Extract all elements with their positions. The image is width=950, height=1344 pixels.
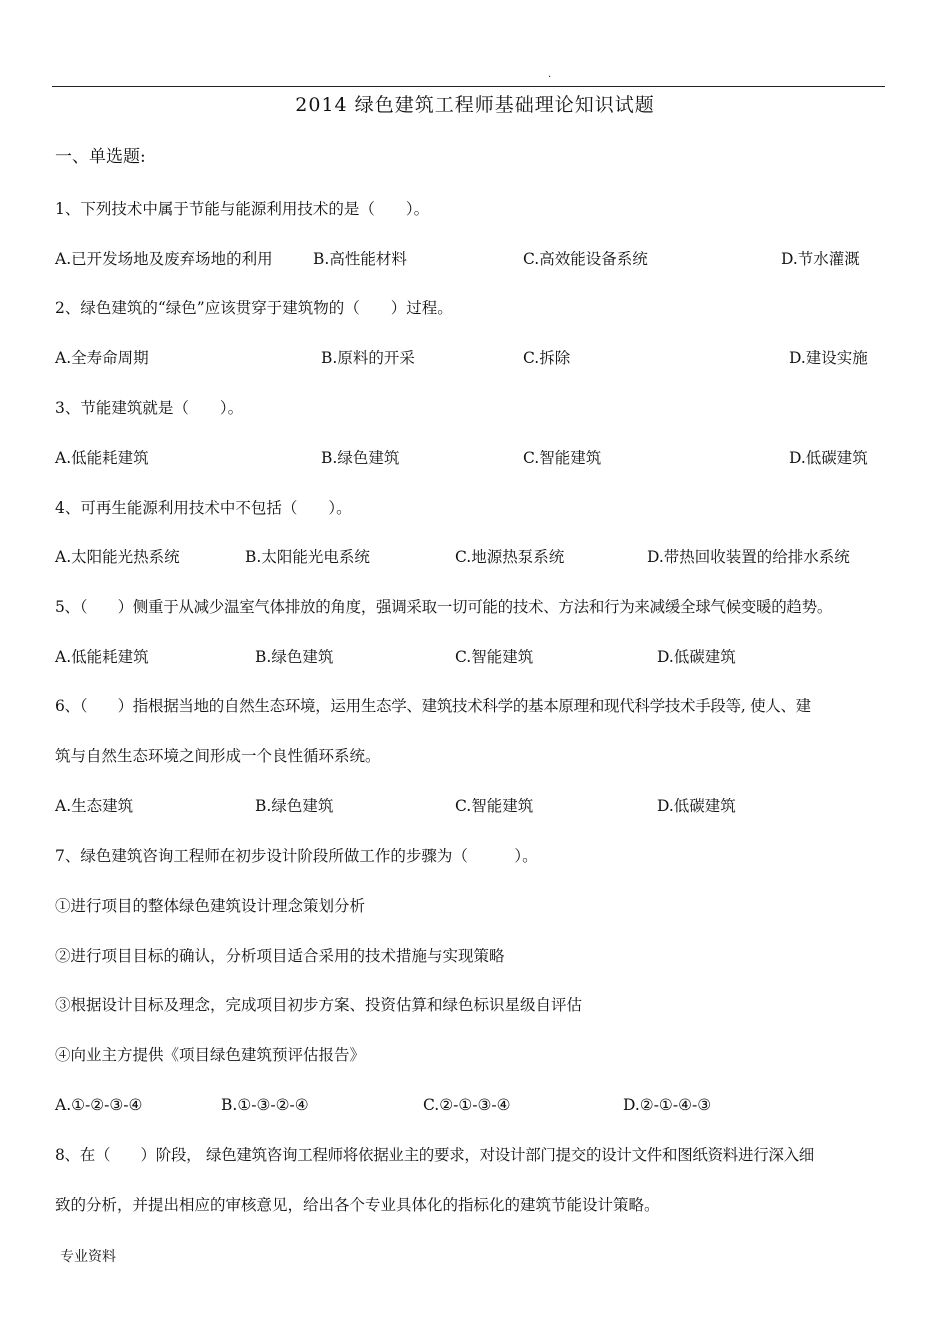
question-1-option-a: A.已开发场地及废弃场地的利用: [55, 250, 273, 268]
question-5-option-b: B.绿色建筑: [255, 648, 334, 666]
question-3-option-a: A.低能耗建筑: [55, 449, 149, 467]
question-1-option-c: C.高效能设备系统: [523, 250, 648, 268]
question-1-stem: 1、下列技术中属于节能与能源利用技术的是（ ）。: [55, 200, 430, 218]
question-5-stem: 5、（ ）侧重于从减少温室气体排放的角度，强调采取一切可能的技术、方法和行为来减缓全球气候变暖的趋势。: [55, 598, 833, 616]
question-6-stem-continued: 筑与自然生态环境之间形成一个良性循环系统。: [55, 747, 381, 765]
question-7-step-3: ③根据设计目标及理念，完成项目初步方案、投资估算和绿色标识星级自评估: [55, 996, 583, 1014]
question-3-option-c: C.智能建筑: [523, 449, 602, 467]
question-2-option-d: D.建设实施: [789, 349, 868, 367]
section-heading: 一、单选题:: [55, 147, 146, 167]
footer-label: 专业资料: [60, 1249, 116, 1265]
question-5-option-d: D.低碳建筑: [657, 648, 736, 666]
question-6-stem: 6、（ ）指根据当地的自然生态环境，运用生态学、建筑技术科学的基本原理和现代科学技术手段等, 使人、建: [55, 697, 811, 715]
question-4-option-a: A.太阳能光热系统: [55, 548, 180, 566]
question-6-option-b: B.绿色建筑: [255, 797, 334, 815]
question-7-option-c: C.②-①-③-④: [423, 1096, 511, 1114]
question-7-option-b: B.①-③-②-④: [221, 1096, 309, 1114]
question-3-option-d: D.低碳建筑: [789, 449, 868, 467]
question-4-stem: 4、可再生能源利用技术中不包括（ ）。: [55, 499, 352, 517]
question-1-option-b: B.高性能材料: [313, 250, 407, 268]
page-title: 2014 绿色建筑工程师基础理论知识试题: [295, 94, 655, 116]
question-2-stem: 2、绿色建筑的“绿色”应该贯穿于建筑物的（ ）过程。: [55, 299, 453, 317]
question-7-step-4: ④向业主方提供《项目绿色建筑预评估报告》: [55, 1046, 366, 1064]
question-7-step-1: ①进行项目的整体绿色建筑设计理念策划分析: [55, 897, 366, 915]
question-4-option-d: D.带热回收装置的给排水系统: [647, 548, 850, 566]
question-8-stem: 8、在（ ）阶段， 绿色建筑咨询工程师将依据业主的要求，对设计部门提交的设计文件和图纸资料进行深入细: [55, 1146, 814, 1164]
question-2-option-b: B.原料的开采: [321, 349, 415, 367]
header-dot: .: [548, 69, 552, 80]
question-7-option-d: D.②-①-④-③: [623, 1096, 712, 1114]
question-4-option-c: C.地源热泵系统: [455, 548, 565, 566]
question-3-option-b: B.绿色建筑: [321, 449, 400, 467]
question-8-stem-continued: 致的分析，并提出相应的审核意见，给出各个专业具体化的指标化的建筑节能设计策略。: [55, 1196, 660, 1214]
header-rule: [52, 86, 885, 87]
question-7-stem: 7、绿色建筑咨询工程师在初步设计阶段所做工作的步骤为（ ）。: [55, 847, 538, 865]
question-4-option-b: B.太阳能光电系统: [245, 548, 370, 566]
question-6-option-a: A.生态建筑: [55, 797, 134, 815]
question-7-option-a: A.①-②-③-④: [55, 1096, 143, 1114]
question-5-option-c: C.智能建筑: [455, 648, 534, 666]
question-2-option-a: A.全寿命周期: [55, 349, 149, 367]
question-2-option-c: C.拆除: [523, 349, 571, 367]
question-1-option-d: D.节水灌溉: [781, 250, 860, 268]
question-3-stem: 3、节能建筑就是（ ）。: [55, 399, 244, 417]
question-6-option-c: C.智能建筑: [455, 797, 534, 815]
question-7-step-2: ②进行项目目标的确认，分析项目适合采用的技术措施与实现策略: [55, 947, 505, 965]
question-6-option-d: D.低碳建筑: [657, 797, 736, 815]
question-5-option-a: A.低能耗建筑: [55, 648, 149, 666]
